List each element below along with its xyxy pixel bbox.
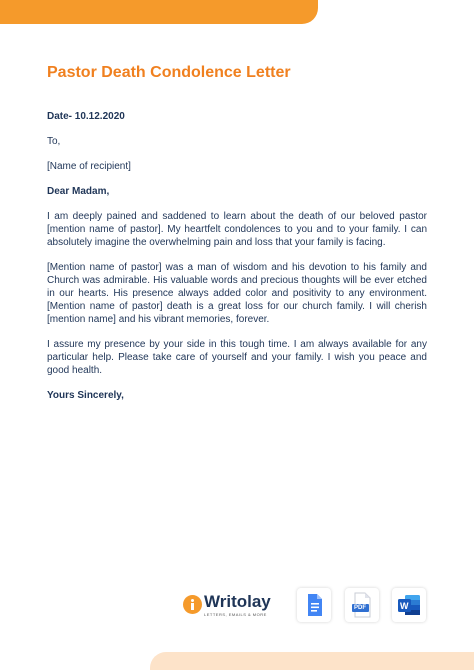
letter-recipient: [Name of recipient] [47, 161, 131, 172]
microsoft-word-icon[interactable] [392, 588, 426, 622]
letter-paragraph-1: I am deeply pained and saddened to learn about the death of our beloved pastor [mention name of pastor]. My heartfelt condolences to you and to your family. I can absolutely imagine the overwhelming pain and loss that your family is facing. [47, 211, 427, 248]
pdf-icon[interactable] [345, 588, 379, 622]
logo-wordmark: Writolay [204, 592, 271, 611]
writolay-logo[interactable] [183, 593, 271, 619]
word-label: W [400, 601, 409, 611]
letter-to: To, [47, 136, 61, 147]
letter-closing: Yours Sincerely, [47, 390, 124, 401]
logo-tagline: LETTERS, EMAILS & MORE [204, 612, 267, 617]
bottom-accent-bar [150, 652, 474, 670]
letter-paragraph-2: [Mention name of pastor] was a man of wisdom and his devotion to his family and Church was admirable. His valuable words and precious thoughts will be ever etched in our hearts. His presence always added color and positivity to any environment. [Mention name of pastor] death is a great loss for our church family. I will cherish [mention name] and his vibrant memories, forever. [47, 262, 427, 325]
pdf-label: PDF [354, 605, 366, 611]
letter-body [47, 110, 427, 402]
top-accent-bar [0, 0, 318, 24]
document-title: Pastor Death Condolence Letter [47, 64, 291, 81]
info-icon [183, 595, 202, 614]
letter-date: Date- 10.12.2020 [47, 111, 125, 122]
letter-salutation: Dear Madam, [47, 186, 110, 197]
footer [0, 587, 474, 627]
letter-paragraph-3: I assure my presence by your side in this tough time. I am always available for any particular help. Please take care of yourself and your family. I wish you peace and good health. [47, 339, 427, 376]
google-docs-icon[interactable] [297, 588, 331, 622]
